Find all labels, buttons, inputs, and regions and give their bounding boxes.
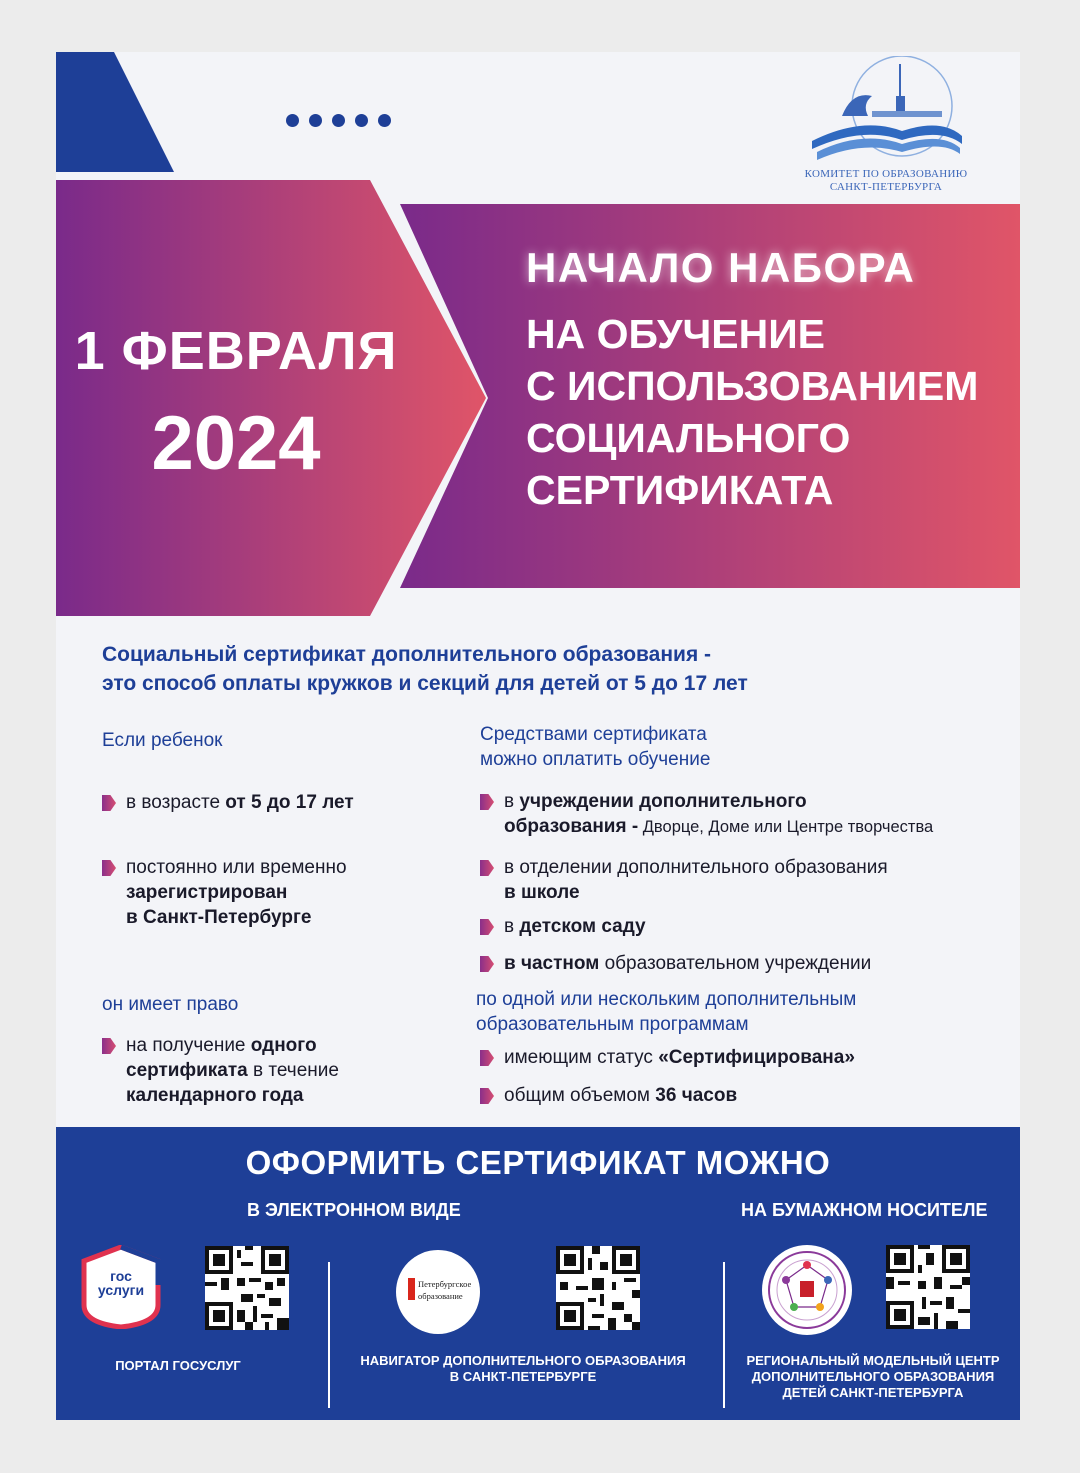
bullet-icon	[480, 1088, 494, 1104]
navigator-flag-icon	[408, 1278, 415, 1300]
corner-triangle	[56, 52, 176, 172]
caption-gosuslugi: ПОРТАЛ ГОСУСЛУГ	[115, 1358, 241, 1373]
divider-1	[328, 1262, 330, 1408]
list-item-age	[102, 790, 462, 815]
list-item-text: общим объемом 36 часов	[504, 1085, 738, 1106]
list-item-kindergarten	[480, 914, 1020, 939]
list-item-private	[480, 951, 1020, 976]
electronic-heading: В ЭЛЕКТРОННОМ ВИДЕ	[247, 1200, 461, 1220]
list-item-institution	[480, 789, 1020, 840]
gosuslugi-logo[interactable]	[80, 1245, 162, 1329]
subheadline-line1: НА ОБУЧЕНИЕ	[526, 311, 826, 357]
decor-dots	[286, 114, 391, 127]
list-item-text: в частном образовательном учреждении	[504, 953, 872, 974]
list-item-text: в отделении дополнительного образования в школе	[504, 857, 888, 903]
right-heading-2	[476, 987, 856, 1037]
bullet-icon	[480, 956, 494, 972]
list-item-text: на получение одного сертификата в течение календарного года	[126, 1035, 339, 1106]
logo-text-line1: КОМИТЕТ ПО ОБРАЗОВАНИЮ	[804, 168, 968, 180]
right-heading-1-line2: можно оплатить обучение	[480, 749, 711, 770]
intro-line2: это способ оплаты кружков и секций для детей от 5 до 17 лет	[102, 672, 748, 695]
headline: НАЧАЛО НАБОРА	[526, 244, 916, 291]
right-heading-1	[480, 722, 710, 772]
right-heading-2-line1: по одной или нескольким дополнительным	[476, 989, 857, 1010]
qr-code-regional-center-icon[interactable]	[886, 1245, 970, 1329]
list-item-text: в учреждении дополнительного образования - Дворце, Доме или Центре творчества	[504, 791, 934, 837]
qr-code-navigator-icon[interactable]	[556, 1246, 640, 1330]
bullet-icon	[480, 794, 494, 810]
list-item-text: в возрасте от 5 до 17 лет	[126, 792, 354, 813]
bullet-icon	[480, 860, 494, 876]
subheadline-line4: СЕРТИФИКАТА	[526, 467, 834, 513]
logo-text-line2: САНКТ-ПЕТЕРБУРГА	[829, 181, 943, 193]
navigator-logo[interactable]	[396, 1250, 480, 1334]
bullet-icon	[480, 919, 494, 935]
left-heading-2: он имеет право	[102, 994, 239, 1015]
left-heading-1: Если ребенок	[102, 730, 223, 751]
list-item-certified	[480, 1045, 1020, 1070]
divider-2	[723, 1262, 725, 1408]
list-item-text: постоянно или временно зарегистрирован в Санкт-Петербурге	[126, 857, 347, 928]
right-heading-2-line2: образовательным программам	[476, 1014, 749, 1035]
list-item-text: имеющим статус «Сертифицирована»	[504, 1047, 855, 1068]
intro-text	[102, 640, 902, 698]
bullet-icon	[102, 860, 116, 876]
list-item-text: в детском саду	[504, 916, 646, 937]
subheadline-line3: СОЦИАЛЬНОГО	[526, 415, 851, 461]
subheadline-line2: С ИСПОЛЬЗОВАНИЕМ	[526, 363, 979, 409]
right-heading-1-line1: Средствами сертификата	[480, 724, 707, 745]
regional-center-logo[interactable]	[762, 1245, 852, 1335]
caption-navigator: НАВИГАТОР ДОПОЛНИТЕЛЬНОГО ОБРАЗОВАНИЯ В САНКТ-ПЕТЕРБУРГЕ	[360, 1353, 686, 1384]
date-day-month: 1 ФЕВРАЛЯ	[74, 321, 398, 381]
bottom-title: ОФОРМИТЬ СЕРТИФИКАТ МОЖНО	[245, 1144, 831, 1181]
list-item-hours	[480, 1083, 1020, 1108]
list-item-school	[480, 855, 1020, 905]
date-year: 2024	[151, 401, 321, 486]
qr-code-gosuslugi-icon[interactable]	[205, 1246, 289, 1330]
gosuslugi-logo-text: гос услуги	[97, 1268, 145, 1298]
caption-regional-center: РЕГИОНАЛЬНЫЙ МОДЕЛЬНЫЙ ЦЕНТР ДОПОЛНИТЕЛЬНОГО ОБРАЗОВАНИЯ ДЕТЕЙ САНКТ-ПЕТЕРБУРГА	[746, 1353, 1000, 1400]
navigator-logo-text: Петербургское образование	[418, 1279, 472, 1301]
bullet-icon	[480, 1050, 494, 1066]
list-item-registered	[102, 855, 462, 930]
list-item-right	[102, 1033, 482, 1108]
bullet-icon	[102, 1038, 116, 1054]
intro-line1: Социальный сертификат дополнительного образования -	[102, 643, 712, 666]
subheadline	[526, 308, 1020, 516]
poster	[56, 52, 1020, 1420]
bullet-icon	[102, 795, 116, 811]
regional-center-emblem-icon	[762, 1245, 852, 1335]
paper-heading: НА БУМАЖНОМ НОСИТЕЛЕ	[741, 1200, 988, 1220]
